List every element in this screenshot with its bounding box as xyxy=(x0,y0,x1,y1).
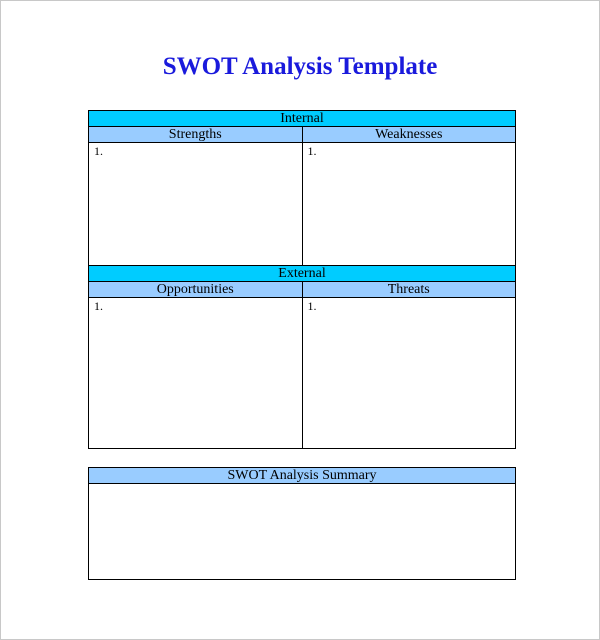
opportunities-cell[interactable] xyxy=(89,298,303,449)
opportunities-item: 1. xyxy=(94,299,103,313)
weaknesses-cell[interactable] xyxy=(302,143,516,266)
swot-table xyxy=(88,110,516,449)
summary-table xyxy=(88,467,516,580)
internal-header: Internal xyxy=(89,111,516,127)
strengths-item: 1. xyxy=(94,144,103,158)
summary-header: SWOT Analysis Summary xyxy=(89,468,516,484)
weaknesses-item: 1. xyxy=(307,144,317,158)
opportunities-header: Opportunities xyxy=(89,282,303,298)
weaknesses-header: Weaknesses xyxy=(302,127,516,143)
external-header: External xyxy=(89,266,516,282)
threats-item: 1. xyxy=(307,299,317,313)
strengths-header: Strengths xyxy=(89,127,303,143)
strengths-cell[interactable] xyxy=(89,143,303,266)
page-title: SWOT Analysis Template xyxy=(162,53,438,80)
threats-cell[interactable] xyxy=(302,298,516,449)
summary-cell[interactable] xyxy=(89,484,516,580)
threats-header: Threats xyxy=(302,282,516,298)
